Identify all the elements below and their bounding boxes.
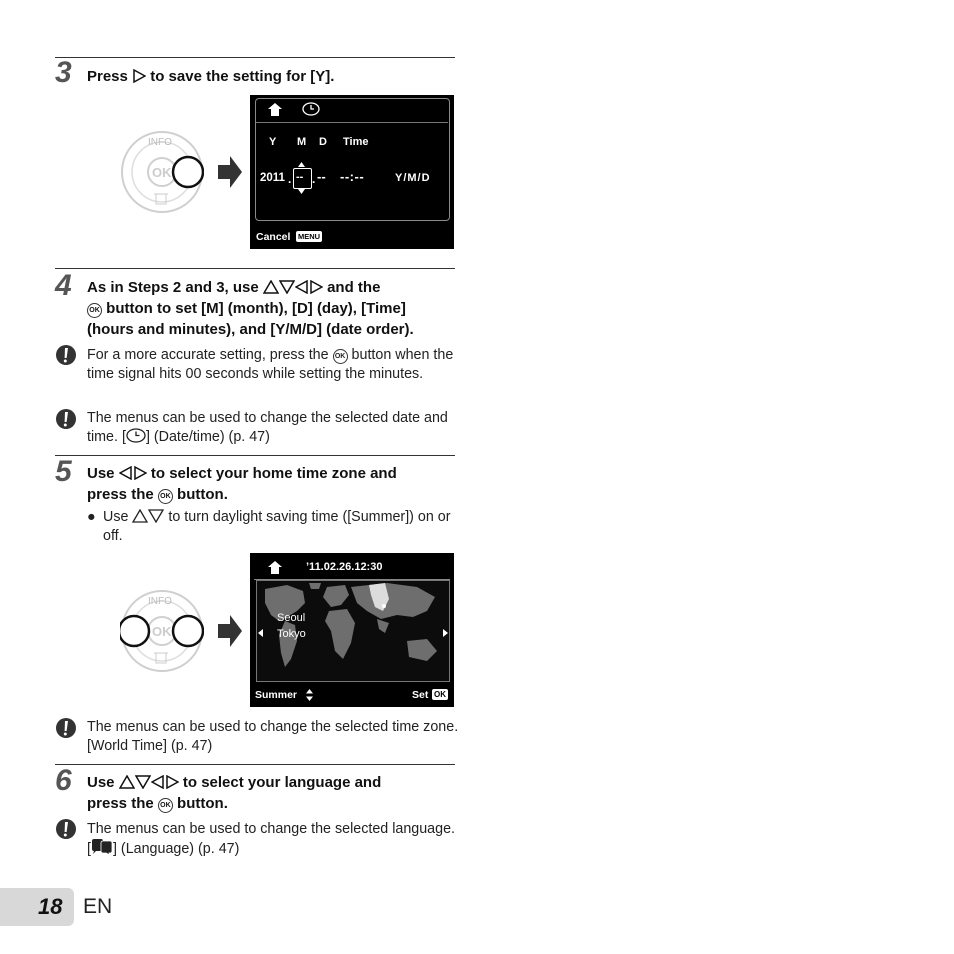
page-number-tab xyxy=(0,888,74,926)
arrow-right-icon xyxy=(218,156,242,188)
day-value: -- xyxy=(317,169,326,184)
caution-icon xyxy=(55,717,77,739)
col-day: D xyxy=(319,136,327,148)
right-arrow-icon xyxy=(165,775,179,789)
note-world-time-menu: The menus can be used to change the selected time zone. [World Time] (p. 47) xyxy=(87,719,459,754)
page-number: 18 xyxy=(38,894,63,919)
note-date-time-menu: The menus can be used to change the selected date and time. [ ] (Date/time) (p. 47) xyxy=(87,410,448,445)
section-rule xyxy=(55,764,455,765)
ok-button-icon: OK xyxy=(158,489,173,504)
step-number: 4 xyxy=(55,269,72,302)
month-value: -- xyxy=(296,171,304,183)
clock-icon xyxy=(126,428,146,443)
col-year: Y xyxy=(269,136,277,148)
control-dial xyxy=(120,130,204,214)
clock-icon xyxy=(302,102,320,116)
step-number: 3 xyxy=(55,56,72,89)
step-number: 5 xyxy=(55,455,72,488)
left-arrow-icon xyxy=(151,775,165,789)
right-arrow-icon xyxy=(309,280,323,294)
info-label: INFO xyxy=(148,137,172,148)
caution-icon xyxy=(55,408,77,430)
note-language-menu: The menus can be used to change the selected language. [ ] (Language) (p. 47) xyxy=(87,821,456,857)
year-value: 2011 xyxy=(260,172,285,184)
control-dial xyxy=(120,589,204,673)
up-arrow-icon xyxy=(263,280,279,294)
down-triangle-icon xyxy=(298,189,305,194)
screen-panel xyxy=(255,98,450,221)
home-icon xyxy=(268,561,282,574)
arrow-right-icon xyxy=(218,615,242,647)
right-arrow-icon xyxy=(132,69,146,83)
ok-button-icon: OK xyxy=(87,303,102,318)
bullet-dot-icon: ● xyxy=(87,509,96,525)
info-label: INFO xyxy=(148,596,172,607)
up-triangle-icon xyxy=(298,162,305,167)
col-time: Time xyxy=(343,136,369,148)
ok-button-icon: OK xyxy=(333,349,348,364)
city-seoul: Seoul xyxy=(277,612,306,624)
set-label: Set xyxy=(412,689,429,701)
screen-top-divider xyxy=(256,122,448,123)
down-arrow-icon xyxy=(279,280,295,294)
language-icon xyxy=(91,839,113,855)
summer-label: Summer xyxy=(255,689,298,701)
separator: . xyxy=(288,172,292,186)
ok-badge: OK xyxy=(434,690,446,699)
step-6-heading: Use to select your language and press the OK button. xyxy=(87,774,382,812)
date-order: Y/M/D xyxy=(395,172,431,184)
section-rule xyxy=(55,268,455,269)
step-3-heading: Press to save the setting for [Y]. xyxy=(87,68,335,85)
left-arrow-icon xyxy=(119,466,133,480)
bullet-summer: ● Use to turn daylight saving time ([Summer]) on or off. xyxy=(87,509,451,544)
ok-button-icon: OK xyxy=(158,798,173,813)
up-down-icon xyxy=(306,689,313,701)
up-arrow-icon xyxy=(132,509,148,523)
section-rule xyxy=(55,455,455,456)
step-4-heading: As in Steps 2 and 3, use and the OK button to set [M] (month), [D] (day), [Time] (hours and minutes), and [Y/M/D] (date order). xyxy=(87,279,414,338)
ok-label: OK xyxy=(152,624,172,639)
month-field[interactable] xyxy=(293,168,312,189)
cancel-label: Cancel xyxy=(256,231,291,243)
down-arrow-icon xyxy=(148,509,164,523)
city-tokyo: Tokyo xyxy=(277,628,306,640)
caution-icon xyxy=(55,344,77,366)
left-arrow-icon xyxy=(295,280,309,294)
separator: . xyxy=(312,172,316,186)
time-value: --:-- xyxy=(340,169,365,184)
note-accurate-setting: For a more accurate setting, press the OK button when the time signal hits 00 seconds while setting the minutes. xyxy=(87,347,454,382)
date-setting-screen xyxy=(250,95,454,249)
menu-badge: MENU xyxy=(298,232,321,241)
caution-icon xyxy=(55,818,77,840)
world-time-screen xyxy=(250,553,454,707)
section-rule xyxy=(55,57,455,58)
col-month: M xyxy=(297,136,307,148)
down-arrow-icon xyxy=(135,775,151,789)
language-code: EN xyxy=(83,895,113,918)
ok-label: OK xyxy=(152,165,172,180)
step-5-heading: Use to select your home time zone and press the OK button. xyxy=(87,465,397,503)
step-number: 6 xyxy=(55,764,72,797)
home-icon xyxy=(268,103,282,116)
datetime-label: ’11.02.26.12:30 xyxy=(306,561,383,573)
up-arrow-icon xyxy=(119,775,135,789)
right-arrow-icon xyxy=(133,466,147,480)
